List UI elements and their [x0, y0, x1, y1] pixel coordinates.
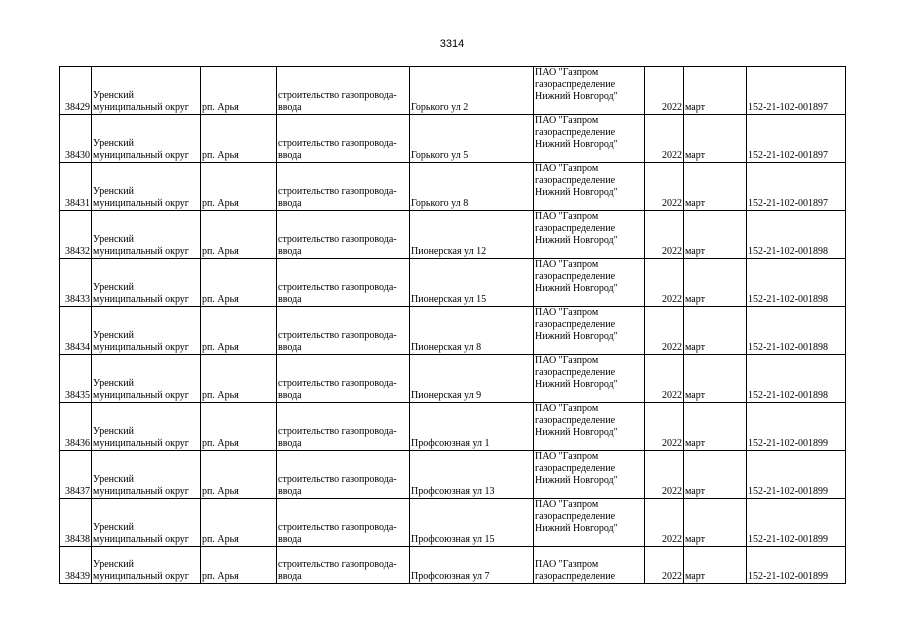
district-cell: Уренский муниципальный округ: [92, 211, 201, 259]
code-cell: 152-21-102-001898: [747, 259, 846, 307]
table-row: [60, 355, 846, 403]
table-body: [60, 67, 846, 584]
organization-cell: ПАО "Газпром газораспределение Нижний Новгород": [534, 211, 645, 259]
settlement-cell: рп. Арья: [201, 211, 277, 259]
table-row: [60, 403, 846, 451]
work-type-cell: строительство газопровода- ввода: [277, 499, 410, 547]
row-number: 38436: [60, 403, 92, 451]
organization-cell: ПАО "Газпром газораспределение Нижний Новгород": [534, 67, 645, 115]
page-number: 3314: [439, 38, 465, 50]
work-type-cell: строительство газопровода- ввода: [277, 547, 410, 584]
month-cell: март: [684, 451, 747, 499]
table-row: [60, 499, 846, 547]
year-cell: 2022: [645, 115, 684, 163]
address-cell: Горького ул 2: [410, 67, 534, 115]
code-cell: 152-21-102-001897: [747, 115, 846, 163]
address-cell: Профсоюзная ул 15: [410, 499, 534, 547]
year-cell: 2022: [645, 547, 684, 584]
month-cell: март: [684, 259, 747, 307]
registry-table: [59, 66, 846, 584]
month-cell: март: [684, 499, 747, 547]
settlement-cell: рп. Арья: [201, 451, 277, 499]
year-cell: 2022: [645, 67, 684, 115]
district-cell: Уренский муниципальный округ: [92, 403, 201, 451]
row-number: 38432: [60, 211, 92, 259]
month-cell: март: [684, 211, 747, 259]
district-cell: Уренский муниципальный округ: [92, 355, 201, 403]
row-number: 38431: [60, 163, 92, 211]
work-type-cell: строительство газопровода- ввода: [277, 403, 410, 451]
organization-cell: ПАО "Газпром газораспределение: [534, 547, 645, 584]
year-cell: 2022: [645, 259, 684, 307]
year-cell: 2022: [645, 163, 684, 211]
code-cell: 152-21-102-001898: [747, 307, 846, 355]
row-number: 38433: [60, 259, 92, 307]
code-cell: 152-21-102-001898: [747, 211, 846, 259]
district-cell: Уренский муниципальный округ: [92, 259, 201, 307]
month-cell: март: [684, 307, 747, 355]
row-number: 38437: [60, 451, 92, 499]
district-cell: Уренский муниципальный округ: [92, 307, 201, 355]
code-cell: 152-21-102-001899: [747, 547, 846, 584]
month-cell: март: [684, 355, 747, 403]
row-number: 38439: [60, 547, 92, 584]
address-cell: Пионерская ул 9: [410, 355, 534, 403]
address-cell: Горького ул 8: [410, 163, 534, 211]
district-cell: Уренский муниципальный округ: [92, 163, 201, 211]
address-cell: Горького ул 5: [410, 115, 534, 163]
work-type-cell: строительство газопровода- ввода: [277, 307, 410, 355]
organization-cell: ПАО "Газпром газораспределение Нижний Новгород": [534, 355, 645, 403]
settlement-cell: рп. Арья: [201, 403, 277, 451]
table-row: [60, 547, 846, 584]
settlement-cell: рп. Арья: [201, 163, 277, 211]
organization-cell: ПАО "Газпром газораспределение Нижний Новгород": [534, 451, 645, 499]
row-number: 38434: [60, 307, 92, 355]
row-number: 38429: [60, 67, 92, 115]
code-cell: 152-21-102-001897: [747, 67, 846, 115]
address-cell: Пионерская ул 15: [410, 259, 534, 307]
code-cell: 152-21-102-001899: [747, 403, 846, 451]
year-cell: 2022: [645, 211, 684, 259]
organization-cell: ПАО "Газпром газораспределение Нижний Новгород": [534, 403, 645, 451]
year-cell: 2022: [645, 403, 684, 451]
settlement-cell: рп. Арья: [201, 547, 277, 584]
work-type-cell: строительство газопровода- ввода: [277, 211, 410, 259]
organization-cell: ПАО "Газпром газораспределение Нижний Новгород": [534, 163, 645, 211]
month-cell: март: [684, 67, 747, 115]
work-type-cell: строительство газопровода- ввода: [277, 67, 410, 115]
organization-cell: ПАО "Газпром газораспределение Нижний Новгород": [534, 499, 645, 547]
work-type-cell: строительство газопровода- ввода: [277, 259, 410, 307]
district-cell: Уренский муниципальный округ: [92, 547, 201, 584]
address-cell: Профсоюзная ул 1: [410, 403, 534, 451]
organization-cell: ПАО "Газпром газораспределение Нижний Новгород": [534, 259, 645, 307]
table-row: [60, 451, 846, 499]
address-cell: Профсоюзная ул 13: [410, 451, 534, 499]
settlement-cell: рп. Арья: [201, 499, 277, 547]
table-row: [60, 67, 846, 115]
code-cell: 152-21-102-001899: [747, 451, 846, 499]
settlement-cell: рп. Арья: [201, 67, 277, 115]
code-cell: 152-21-102-001897: [747, 163, 846, 211]
table-row: [60, 307, 846, 355]
month-cell: март: [684, 403, 747, 451]
district-cell: Уренский муниципальный округ: [92, 499, 201, 547]
organization-cell: ПАО "Газпром газораспределение Нижний Новгород": [534, 115, 645, 163]
work-type-cell: строительство газопровода- ввода: [277, 115, 410, 163]
month-cell: март: [684, 547, 747, 584]
address-cell: Пионерская ул 12: [410, 211, 534, 259]
row-number: 38438: [60, 499, 92, 547]
organization-cell: ПАО "Газпром газораспределение Нижний Новгород": [534, 307, 645, 355]
row-number: 38430: [60, 115, 92, 163]
month-cell: март: [684, 163, 747, 211]
work-type-cell: строительство газопровода- ввода: [277, 451, 410, 499]
address-cell: Профсоюзная ул 7: [410, 547, 534, 584]
table-row: [60, 163, 846, 211]
settlement-cell: рп. Арья: [201, 355, 277, 403]
table-row: [60, 211, 846, 259]
month-cell: март: [684, 115, 747, 163]
settlement-cell: рп. Арья: [201, 115, 277, 163]
code-cell: 152-21-102-001899: [747, 499, 846, 547]
settlement-cell: рп. Арья: [201, 307, 277, 355]
code-cell: 152-21-102-001898: [747, 355, 846, 403]
district-cell: Уренский муниципальный округ: [92, 451, 201, 499]
table-row: [60, 259, 846, 307]
district-cell: Уренский муниципальный округ: [92, 67, 201, 115]
district-cell: Уренский муниципальный округ: [92, 115, 201, 163]
table-row: [60, 115, 846, 163]
address-cell: Пионерская ул 8: [410, 307, 534, 355]
year-cell: 2022: [645, 451, 684, 499]
settlement-cell: рп. Арья: [201, 259, 277, 307]
year-cell: 2022: [645, 355, 684, 403]
year-cell: 2022: [645, 307, 684, 355]
year-cell: 2022: [645, 499, 684, 547]
work-type-cell: строительство газопровода- ввода: [277, 355, 410, 403]
row-number: 38435: [60, 355, 92, 403]
work-type-cell: строительство газопровода- ввода: [277, 163, 410, 211]
